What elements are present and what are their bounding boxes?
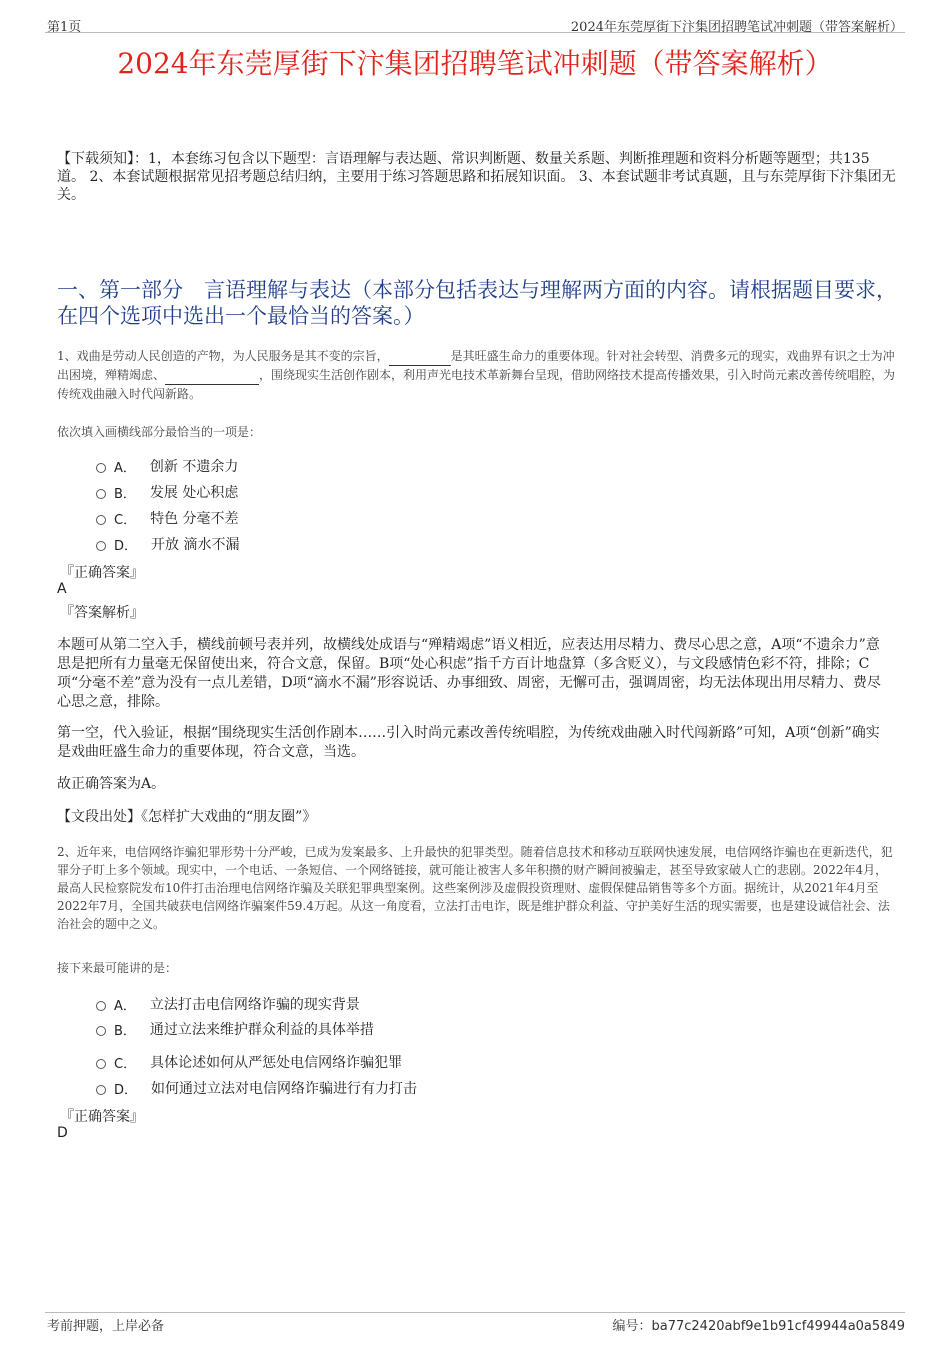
header-doc-title: 2024年东莞厚街下汴集团招聘笔试冲刺题（带答案解析） bbox=[570, 20, 903, 35]
section-title: 一、第一部分 言语理解与表达（本部分包括表达与理解两方面的内容。请根据题目要求，在四个选项中选出一个最恰当的答案。） bbox=[57, 278, 897, 328]
question-1-option-a[interactable]: A． 创新 不遗余力 bbox=[96, 456, 238, 476]
question-2-answer: D bbox=[57, 1125, 68, 1141]
radio-icon[interactable] bbox=[96, 515, 106, 525]
answer-blank-1 bbox=[389, 347, 451, 366]
radio-icon[interactable] bbox=[96, 1085, 106, 1095]
question-1-analysis-1: 本题可从第二空入手，横线前顿号表并列，故横线处成语与“殚精竭虑”语义相近，应表达用尽精力、费尽心思之意，A项“不遗余力”意思是把所有力量毫无保留使出来，符合文意，保留。B项“处心积虑”指千方百计地盘算（多含贬义），与文段感情色彩不符，排除；C项“分毫不差”意为没有一点儿差错，D项“滴水不漏”形容说话、办事细致、周密，无懈可击，强调周密，均无法体现出用尽精力、费尽心思之意，排除。 bbox=[57, 637, 881, 710]
question-2-stem: 2、近年来，电信网络诈骗犯罪形势十分严峻，已成为发案最多、上升最快的犯罪类型。随着信息技术和移动互联网快速发展，电信网络诈骗也在更新迭代，犯罪分子盯上多个领域。现实中，一个电话、一条短信、一个网络链接，就可能让被害人多年积攒的财产瞬间被骗走，甚至导致家破人亡的悲剧。2022年4月，最高人民检察院发布10件打击治理电信网络诈骗及关联犯罪典型案例。这些案例涉及虚假投资理财、虚假保健品销售等多个方面。据统计，从2021年4月至2022年7月，全国共破获电信网络诈骗案件59.4万起。从这一角度看，立法打击电诈，既是维护群众利益、守护美好生活的现实需要，也是建设诚信社会、法治社会的题中之义。 bbox=[57, 845, 893, 931]
footer-slogan: 考前押题，上岸必备 bbox=[47, 1319, 165, 1334]
question-2-prompt: 接下来最可能讲的是： bbox=[57, 961, 178, 975]
question-1-prompt: 依次填入画横线部分最恰当的一项是： bbox=[57, 425, 262, 439]
question-1-answer: A bbox=[57, 581, 67, 597]
radio-icon[interactable] bbox=[96, 541, 106, 551]
question-2-option-a[interactable]: A． 立法打击电信网络诈骗的现实背景 bbox=[96, 994, 360, 1014]
footer-code: 编号：ba77c2420abf9e1b91cf49944a0a5849 bbox=[612, 1319, 905, 1334]
question-1-analysis-3: 故正确答案为A。 bbox=[57, 776, 166, 792]
question-1-option-b[interactable]: B． 发展 处心积虑 bbox=[96, 482, 238, 502]
question-2-answer-label: 『正确答案』 bbox=[60, 1109, 144, 1125]
page-number: 第1页 bbox=[47, 20, 82, 35]
question-1-answer-label: 『正确答案』 bbox=[60, 565, 144, 581]
page-header bbox=[45, 14, 905, 33]
document-title: 2024年东莞厚街下汴集团招聘笔试冲刺题（带答案解析） bbox=[117, 47, 833, 80]
radio-icon[interactable] bbox=[96, 1001, 106, 1011]
question-1-analysis-label: 『答案解析』 bbox=[60, 605, 144, 621]
question-2-option-d[interactable]: D． 如何通过立法对电信网络诈骗进行有力打击 bbox=[96, 1078, 417, 1098]
question-1-analysis-2: 第一空，代入验证，根据“围绕现实生活创作剧本……引入时尚元素改善传统唱腔，为传统戏曲融入时代闯新路”可知，A项“创新”确实是戏曲旺盛生命力的重要体现，符合文意，当选。 bbox=[57, 725, 880, 760]
question-2-option-b[interactable]: B． 通过立法来维护群众利益的具体举措 bbox=[96, 1019, 374, 1039]
question-1-stem: 1、戏曲是劳动人民创造的产物，为人民服务是其不变的宗旨， 是其旺盛生命力的重要体现。针对社会转型、消费多元的现实，戏曲界有识之士为冲出困境，殚精竭虑、 ，围绕现实生活创作剧本，利用声光电技术革新舞台呈现，借助网络技术提高传播效果，引入时尚元素改善传统唱腔，为传统戏曲融入时代闯新路。 bbox=[57, 349, 896, 401]
answer-blank-2 bbox=[165, 366, 259, 385]
question-2-option-c[interactable]: C． 具体论述如何从严惩处电信网络诈骗犯罪 bbox=[96, 1052, 402, 1072]
question-1-source: 【文段出处】《怎样扩大戏曲的“朋友圈”》 bbox=[57, 809, 317, 825]
page-footer bbox=[45, 1312, 905, 1334]
radio-icon[interactable] bbox=[96, 1026, 106, 1036]
question-1-option-d[interactable]: D． 开放 滴水不漏 bbox=[96, 534, 239, 554]
download-notice: 【下载须知】：1，本套练习包含以下题型：言语理解与表达题、常识判断题、数量关系题、判断推理题和资料分析题等题型；共135道。 2、本套试题根据常见招考题总结归纳，主要用于练习答题思路和拓展知识面。 3、本套试题非考试真题，且与东莞厚街下汴集团无关。 bbox=[57, 151, 896, 203]
question-1-option-c[interactable]: C． 特色 分毫不差 bbox=[96, 508, 239, 528]
radio-icon[interactable] bbox=[96, 1059, 106, 1069]
radio-icon[interactable] bbox=[96, 463, 106, 473]
radio-icon[interactable] bbox=[96, 489, 106, 499]
